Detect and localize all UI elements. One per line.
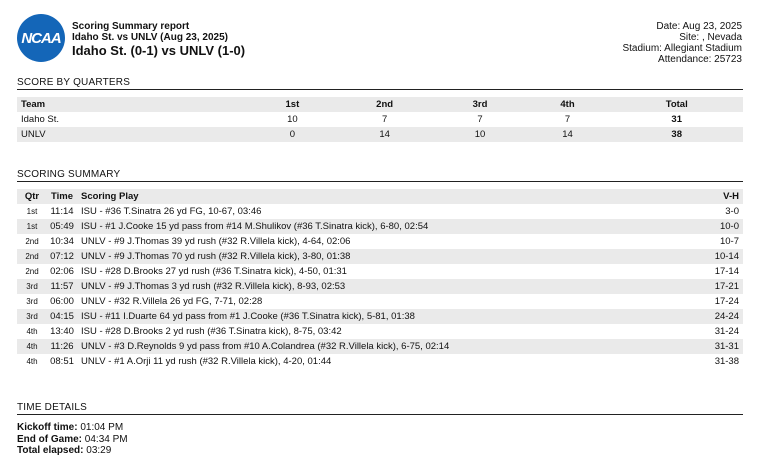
q3-score: 10 bbox=[474, 129, 486, 140]
row-play: ISU - #1 J.Cooke 15 yd pass from #14 M.Shulikov (#36 T.Sinatra kick), 6-80, 02:54 bbox=[81, 221, 429, 232]
team-name: UNLV bbox=[21, 129, 46, 140]
total-score: 31 bbox=[671, 114, 682, 125]
col-qtr: Qtr bbox=[24, 191, 40, 202]
col-q4: 4th bbox=[560, 99, 575, 110]
row-score: 17-21 bbox=[714, 281, 739, 292]
summary-header-row bbox=[17, 189, 743, 204]
row-qtr: 2nd bbox=[25, 237, 39, 246]
scoring-row bbox=[17, 279, 743, 294]
q2-score: 7 bbox=[381, 114, 388, 125]
row-play: UNLV - #3 D.Reynolds 9 yd pass from #10 A.Colandrea (#32 R.Villela kick), 6-75, 02:14 bbox=[81, 341, 450, 352]
row-time: 13:40 bbox=[50, 326, 74, 337]
quarters-header-row bbox=[17, 97, 743, 112]
quarters-table bbox=[17, 97, 743, 142]
row-time: 11:26 bbox=[50, 341, 74, 352]
row-qtr: 4th bbox=[26, 342, 38, 351]
scoring-row bbox=[17, 204, 743, 219]
summary-rule bbox=[17, 181, 743, 182]
summary-section-title: SCORING SUMMARY bbox=[17, 169, 121, 180]
row-score: 31-31 bbox=[714, 341, 739, 352]
row-qtr: 1st bbox=[26, 207, 38, 216]
quarters-rule bbox=[17, 89, 743, 90]
row-play: ISU - #28 D.Brooks 2 yd rush (#36 T.Sinatra kick), 8-75, 03:42 bbox=[81, 326, 342, 337]
row-score: 17-24 bbox=[714, 296, 739, 307]
row-play: ISU - #11 I.Duarte 64 yd pass from #1 J.Cooke (#36 T.Sinatra kick), 5-81, 01:38 bbox=[81, 311, 415, 322]
quarters-row bbox=[17, 127, 743, 142]
row-qtr: 3rd bbox=[26, 282, 38, 291]
row-play: UNLV - #32 R.Villela 26 yd FG, 7-71, 02:28 bbox=[81, 296, 263, 307]
scoring-row bbox=[17, 264, 743, 279]
row-qtr: 4th bbox=[26, 357, 38, 366]
row-play: ISU - #28 D.Brooks 27 yd rush (#36 T.Sinatra kick), 4-50, 01:31 bbox=[81, 266, 347, 277]
end-line bbox=[17, 434, 128, 446]
scoring-row bbox=[17, 339, 743, 354]
q1-score: 10 bbox=[287, 114, 298, 125]
game-line: Idaho St. vs UNLV (Aug 23, 2025) bbox=[72, 32, 228, 43]
row-time: 02:06 bbox=[50, 266, 74, 277]
ncaa-logo-text: NCAA bbox=[21, 29, 61, 47]
game-stadium: Stadium: Allegiant Stadium bbox=[622, 43, 742, 54]
game-info bbox=[622, 21, 742, 65]
end-label: End of Game: bbox=[17, 433, 83, 445]
row-time: 11:14 bbox=[50, 206, 74, 217]
row-play: UNLV - #9 J.Thomas 70 yd rush (#32 R.Villela kick), 3-80, 01:38 bbox=[81, 251, 351, 262]
col-time: Time bbox=[50, 191, 73, 202]
end-value: 04:34 PM bbox=[82, 433, 128, 445]
row-qtr: 2nd bbox=[25, 252, 39, 261]
elapsed-line bbox=[17, 445, 128, 457]
report-type: Scoring Summary report bbox=[72, 21, 190, 32]
row-qtr: 1st bbox=[26, 222, 38, 231]
row-score: 17-14 bbox=[714, 266, 739, 277]
row-time: 05:49 bbox=[50, 221, 74, 232]
kickoff-value: 01:04 PM bbox=[77, 422, 124, 433]
col-q2: 2nd bbox=[376, 99, 394, 110]
row-time: 06:00 bbox=[50, 296, 74, 307]
scoring-summary-table bbox=[17, 189, 743, 369]
game-date: Date: Aug 23, 2025 bbox=[656, 21, 742, 32]
report-header bbox=[72, 21, 245, 59]
q4-score: 7 bbox=[564, 114, 571, 125]
game-attendance: Attendance: 25723 bbox=[658, 54, 742, 65]
row-score: 31-38 bbox=[714, 356, 739, 367]
quarters-row bbox=[17, 112, 743, 127]
scoring-row bbox=[17, 219, 743, 234]
scoring-row bbox=[17, 354, 743, 369]
col-team: Team bbox=[21, 99, 46, 110]
col-vh: V-H bbox=[723, 191, 739, 202]
row-qtr: 2nd bbox=[25, 267, 39, 276]
kickoff-label: Kickoff time: bbox=[17, 422, 78, 433]
col-total: Total bbox=[665, 99, 688, 110]
row-play: UNLV - #9 J.Thomas 39 yd rush (#32 R.Villela kick), 4-64, 02:06 bbox=[81, 236, 351, 247]
scoring-row bbox=[17, 294, 743, 309]
scoring-row bbox=[17, 249, 743, 264]
matchup-title: Idaho St. (0-1) vs UNLV (1-0) bbox=[72, 43, 246, 58]
row-play: UNLV - #1 A.Orji 11 yd rush (#32 R.Villela kick), 4-20, 01:44 bbox=[81, 356, 332, 367]
row-time: 11:57 bbox=[50, 281, 74, 292]
time-details-title: TIME DETAILS bbox=[17, 402, 88, 413]
row-time: 10:34 bbox=[50, 236, 74, 247]
col-q1: 1st bbox=[285, 99, 300, 110]
row-play: UNLV - #9 J.Thomas 3 yd rush (#32 R.Villela kick), 8-93, 02:53 bbox=[81, 281, 346, 292]
game-site: Site: , Nevada bbox=[679, 32, 742, 43]
row-score: 24-24 bbox=[714, 311, 739, 322]
elapsed-value: 03:29 bbox=[83, 445, 112, 456]
team-name: Idaho St. bbox=[21, 114, 60, 125]
col-scoring-play: Scoring Play bbox=[81, 191, 139, 202]
row-play: ISU - #36 T.Sinatra 26 yd FG, 10-67, 03:46 bbox=[81, 206, 262, 217]
q2-score: 14 bbox=[379, 129, 390, 140]
row-qtr: 4th bbox=[26, 327, 38, 336]
col-q3: 3rd bbox=[472, 99, 488, 110]
q1-score: 0 bbox=[289, 129, 296, 140]
row-score: 10-14 bbox=[714, 251, 739, 262]
scoring-row bbox=[17, 324, 743, 339]
time-details-rule bbox=[17, 414, 743, 415]
quarters-section-title: SCORE BY QUARTERS bbox=[17, 77, 131, 88]
row-score: 10-7 bbox=[719, 236, 739, 247]
row-score: 3-0 bbox=[725, 206, 739, 217]
time-details bbox=[17, 422, 128, 457]
kickoff-line bbox=[17, 422, 128, 434]
elapsed-label: Total elapsed: bbox=[17, 445, 84, 456]
q4-score: 14 bbox=[562, 129, 573, 140]
ncaa-logo bbox=[17, 14, 65, 62]
scoring-row bbox=[17, 234, 743, 249]
row-qtr: 3rd bbox=[26, 312, 38, 321]
row-qtr: 3rd bbox=[26, 297, 38, 306]
row-score: 31-24 bbox=[714, 326, 739, 337]
row-time: 04:15 bbox=[50, 311, 74, 322]
row-time: 08:51 bbox=[50, 356, 74, 367]
row-time: 07:12 bbox=[50, 251, 74, 262]
total-score: 38 bbox=[671, 129, 682, 140]
row-score: 10-0 bbox=[719, 221, 739, 232]
q3-score: 7 bbox=[477, 114, 483, 125]
scoring-row bbox=[17, 309, 743, 324]
